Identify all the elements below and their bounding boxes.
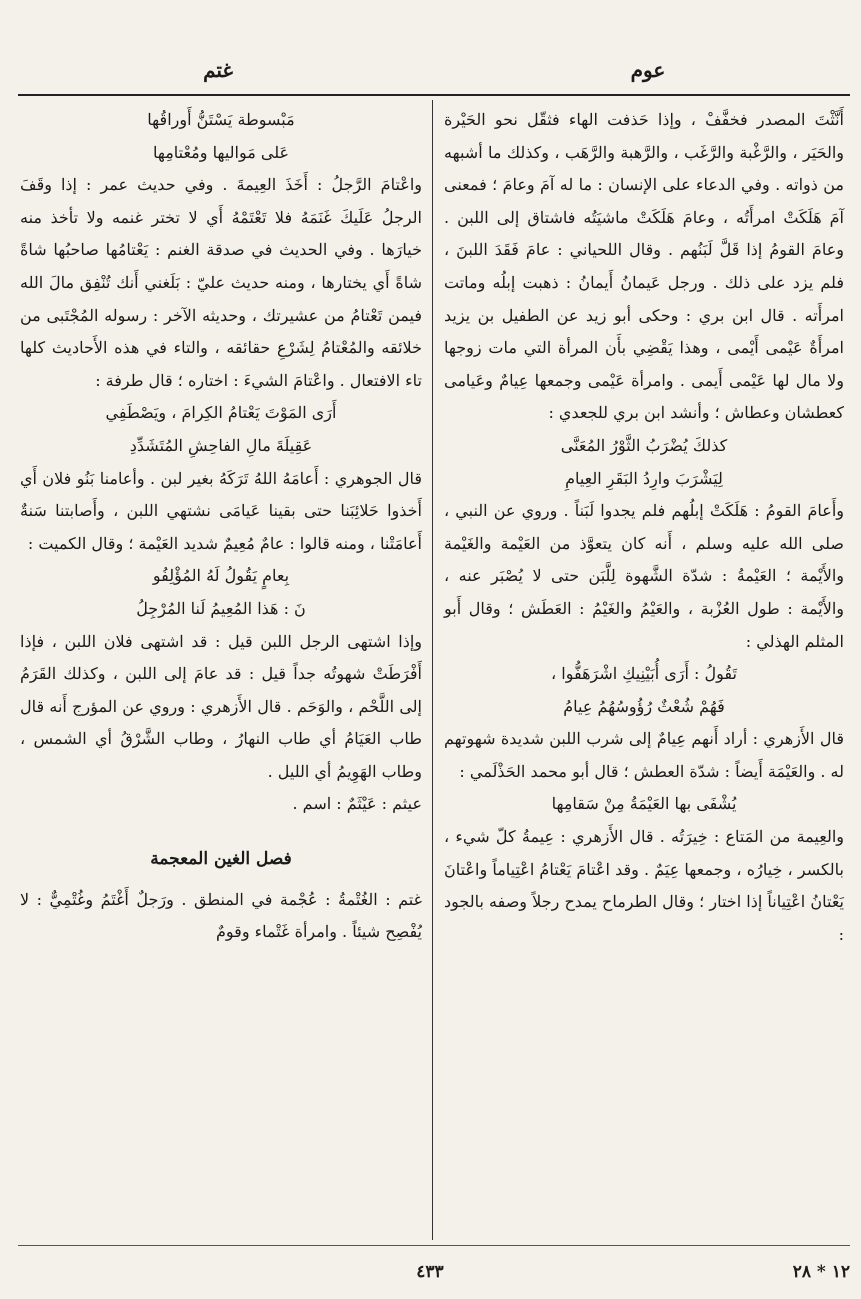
entry-paragraph: قال الأَزهري : أراد أَنهم عِيامٌ إلى شرب اللبن شديدة شهوتهم له . والعَيْمَة أَيضاً : شدّة العطش ؛ قال أبو محمد الحَذْلَمي : <box>444 729 844 781</box>
verse-line: لِيَشْرَبَ وارِدُ البَقَرِ العِيامِ <box>565 468 723 488</box>
entry-paragraph: وأَعامَ القومُ : هَلَكَتْ إبلُهم فلم يجدوا لَبَناً . وروي عن النبي ، صلى الله عليه وسلم ، أَنه كان يتعوَّذ من العَيْمة والغَيْمة والأَيْمة ؛ العَيْمةُ : شدّة الشَّهوة لِلَّبَن حتى لا يُصْبَر عنه ، والأَيْمة : طول العُزْبة ، والعَيْمُ والغَيْمُ : العَطَش ؛ وقال أَبو المثلم الهذلي : <box>444 501 844 651</box>
page-number: ٤٣٣ <box>416 1262 444 1282</box>
entry-paragraph: واعْتامَ الرَّجلُ : أَخَذَ العِيمةَ . وفي حديث عمر : إذا وقَفَ الرجلُ عَلَيكَ غَنَمَهُ فلا تَعْتَمْهُ أَي لا تختر غنمه ولا تأخذ منه خيارَها . وفي الحديث في صدقة الغنم : يَعْتامُها صاحبُها شاةً شاةً أَي يختارها ، ومنه حديث عليّ : بَلَغني أَنك تُنْفِق مالَ الله فيمن تَعْتامُ من عشيرتك ، وحديثه الآخر : رسوله المُجْتَبى من خلائقه والمُعْتامُ لِشَرْعِ حقائقه ، والتاء في هذه الأَحاديث كلها تاء الافتعال . واعْتامَ الشيءَ : اختاره ؛ قال طرفة : <box>20 175 422 390</box>
entry-paragraph: قال الجوهري : أَعامَهُ اللهُ تَرَكَهُ بغير لبن . وأعامنا بَنُو فلان أَي أَخذوا حَلائِبَنا حتى بقينا عَيامَى نشتهي اللبن ، وأَصابتنا سَنةٌ أَعامَتْنا ، ومنه قالوا : عامٌ مُعِيمٌ شديد العَيْمة ؛ وقال الكميت : <box>20 468 422 553</box>
entry-paragraph: وإذا اشتهى الرجل اللبن قيل : قد اشتهى فلان اللبن ، فإذا أَفْرَطَتْ شهوتُه جداً قيل : قد عامَ إلى اللبن ، وكذلك القَرَمُ إلى اللَّحْم ، والوَحَم . قال الأَزهري : وروي عن المؤرج أَنه قال طاب العَيَامُ أي طاب النهارُ ، وطاب الشَّرْقُ أي الشمس ، وطاب الهَوِيمُ أي الليل . <box>20 631 423 781</box>
entry-paragraph: عيثم : عَيْثَمٌ : اسم . <box>292 794 422 814</box>
signature-mark: ١٢ * ٢٨ <box>792 1262 850 1282</box>
footer-rule <box>18 1245 850 1246</box>
verse-line: نَ : هَذا المُعِيمُ لَنا المُرْجِلُ <box>136 598 306 618</box>
verse-line: فَهُمْ شُعْثٌ رُؤُوسُهُمُ عِيامُ <box>563 696 725 716</box>
verse-line: أَرَى المَوْتَ يَعْتامُ الكِرامَ ، ويَصْطَفِي <box>105 403 337 423</box>
right-column <box>444 104 844 951</box>
verse-line: كذلكَ يُضْرَبُ الثَّوْرُ المُعَنَّى <box>560 435 728 455</box>
entry-paragraph: أَنَّثْتَ المصدر فخفَّفْ ، وإذا حَذفت الهاء فثقّل نحو الحَيْرة والحَيَر ، والرَّغْبة والرَّغَب ، والرَّهبة والرَّهَب ، وكذلك ما أشبهه من ذواته . وفي الدعاء على الإنسان : ما له آمَ وعامَ ؛ فمعنى آمَ هَلَكَتْ امرأَتُه ، وعامَ هَلَكَتْ ماشيَتُه فاشتاق إلى اللبن . وعامَ القومُ إذا قَلَّ لَبَنُهم . وقال اللحياني : عامَ فَقَدَ اللبنَ ، فلم يزد على ذلك . ورجل عَيمانُ أَيمانُ : ذهبت إبلُه وماتت امرأَته . قال ابن بري : وحكى أبو زيد عن الطفيل بن يزيد امرأَةٌ عَيْمى أَيْمى ، وهذا يَقْضِي بأَن المرأة التي مات زوجها ولا مال لها عَيْمى أَيمى . وامرأة عَيْمى وجمعها عِيامٌ وعَيامى كعطشان وعطاش ؛ وأنشد ابن بري للجعدي : <box>444 110 844 423</box>
verse-line: تَقُولُ : أَرَى أُبَيْنِيكِ اشْرَهَفُّوا ، <box>551 664 737 684</box>
verse-line: يُشْفَى بها العَيْمَةُ مِنْ سَقامِها <box>551 794 737 814</box>
column-divider <box>432 100 433 1240</box>
header-rule <box>18 94 850 96</box>
verse-line: بِعامٍ يَقُولُ لَهُ المُؤْلِفُو <box>152 566 290 586</box>
left-column <box>20 104 422 949</box>
verse-line: عَقِيلَةَ مالِ الفاحِشِ المُتَشَدِّدِ <box>129 435 313 455</box>
section-heading: فصل الغين المعجمة <box>150 849 292 870</box>
entry-paragraph: غتم : الغُتْمةُ : عُجْمة في المنطق . ورَجلٌ أَغْتَمُ وغُتْمِيٌّ : لا يُفْصِح شيئاً . وامرأة غَتْماء وقومٌ <box>20 889 422 942</box>
verse-line: عَلى مَواليها ومُعْتامِها <box>152 142 290 162</box>
entry-paragraph: والعِيمة من المَتاع : خِيرَتُه . قال الأَزهري : عِيمةُ كلّ شيء ، بالكسر ، خِيارُه ، وجمعها عِيَمٌ . وقد اعْتامَ يَعْتامُ اعْتِياماً واعْتانَ يَعْتانُ اعْتِياناً إذا اختار ؛ وقال الطرماح يمدح رجلاً وصفه بالجود : <box>444 827 844 944</box>
verse-line: مَبْسوطة يَسْتَنُّ أَوراقُها <box>147 110 295 129</box>
running-head-right: عوم <box>630 58 666 82</box>
running-head-left: غتم <box>203 58 233 82</box>
